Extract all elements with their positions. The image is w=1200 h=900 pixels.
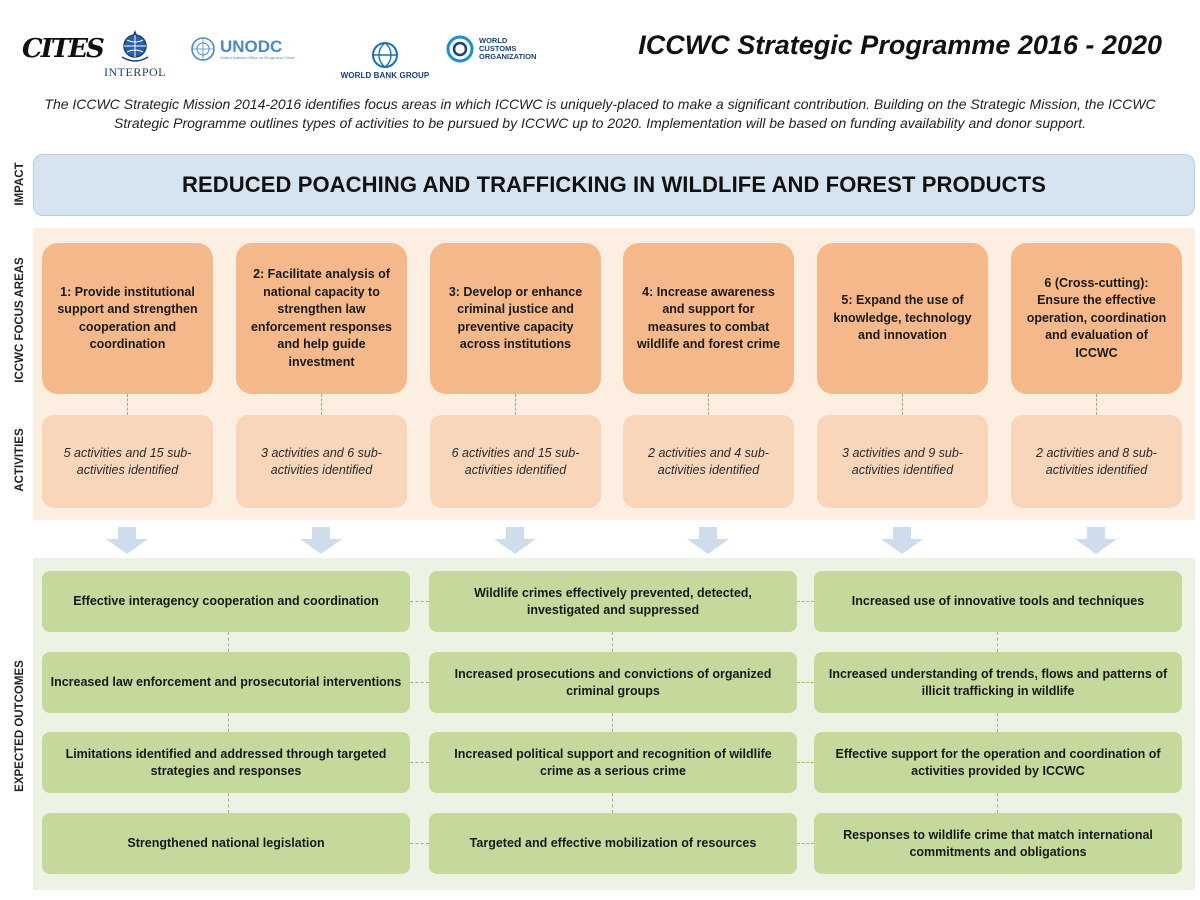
impact-statement: REDUCED POACHING AND TRAFFICKING IN WILDLIFE AND FOREST PRODUCTS (182, 172, 1046, 197)
connector-line (612, 793, 613, 813)
connector-line (515, 394, 516, 415)
focus-area-3: 3: Develop or enhance criminal justice and preventive capacity across institutions (430, 243, 601, 394)
partner-logos (20, 18, 580, 80)
side-label-expected-outcomes: EXPECTED OUTCOMES (14, 660, 26, 792)
wco-logo-line-2: CUSTOMS (479, 44, 517, 53)
connector-line (410, 762, 429, 763)
down-arrow-icon (493, 527, 537, 554)
connector-line (997, 632, 998, 652)
outcome-box: Increased understanding of trends, flows and patterns of illicit trafficking in wildlife (814, 652, 1182, 713)
activities-3: 6 activities and 15 sub-activities identified (430, 415, 601, 508)
connector-line (797, 682, 814, 683)
outcome-box: Increased prosecutions and convictions of organized criminal groups (429, 652, 797, 713)
activities-2: 3 activities and 6 sub-activities identified (236, 415, 407, 508)
connector-line (127, 394, 128, 415)
down-arrow-icon (686, 527, 730, 554)
activities-6: 2 activities and 8 sub-activities identified (1011, 415, 1182, 508)
outcome-box: Increased law enforcement and prosecutorial interventions (42, 652, 410, 713)
activities-1: 5 activities and 15 sub-activities identified (42, 415, 213, 508)
unodc-logo-text: UNODC (220, 37, 283, 56)
focus-area-5: 5: Expand the use of knowledge, technology and innovation (817, 243, 988, 394)
outcome-box: Targeted and effective mobilization of resources (429, 813, 797, 874)
down-arrow-icon (105, 527, 149, 554)
wco-logo-line-1: WORLD (479, 36, 508, 45)
world-bank-logo-text: WORLD BANK GROUP (340, 71, 430, 80)
connector-line (797, 843, 814, 844)
world-bank-logo (340, 18, 430, 80)
outcome-box: Wildlife crimes effectively prevented, detected, investigated and suppressed (429, 571, 797, 632)
outcome-box: Increased use of innovative tools and techniques (814, 571, 1182, 632)
outcome-box: Limitations identified and addressed through targeted strategies and responses (42, 732, 410, 793)
connector-line (612, 713, 613, 732)
connector-line (997, 793, 998, 813)
connector-line (797, 601, 814, 602)
connector-line (321, 394, 322, 415)
connector-line (228, 632, 229, 652)
down-arrow-icon (299, 527, 343, 554)
outcome-box: Responses to wildlife crime that match international commitments and obligations (814, 813, 1182, 874)
side-label-impact: IMPACT (14, 162, 26, 206)
cites-logo-text: CITES (22, 34, 103, 64)
down-arrow-icon (880, 527, 924, 554)
focus-area-1: 1: Provide institutional support and strengthen cooperation and coordination (42, 243, 213, 394)
connector-line (410, 601, 429, 602)
focus-area-6: 6 (Cross-cutting): Ensure the effective operation, coordination and evaluation of ICCWC (1011, 243, 1182, 394)
outcome-box: Effective interagency cooperation and coordination (42, 571, 410, 632)
outcome-box: Effective support for the operation and coordination of activities provided by ICCWC (814, 732, 1182, 793)
connector-line (708, 394, 709, 415)
page-title: ICCWC Strategic Programme 2016 - 2020 (638, 30, 1162, 60)
outcome-box: Strengthened national legislation (42, 813, 410, 874)
connector-line (410, 843, 429, 844)
activities-5: 3 activities and 9 sub-activities identified (817, 415, 988, 508)
unodc-logo-subtext: United Nations Office on Drugs and Crime (220, 55, 295, 60)
focus-area-4: 4: Increase awareness and support for measures to combat wildlife and forest crime (623, 243, 794, 394)
side-label-activities: ACTIVITIES (14, 428, 26, 492)
down-arrow-icon (1074, 527, 1118, 554)
connector-line (797, 762, 814, 763)
focus-area-2: 2: Facilitate analysis of national capacity to strengthen law enforcement responses and help guide investment (236, 243, 407, 394)
activities-4: 2 activities and 4 sub-activities identified (623, 415, 794, 508)
side-label-focus-areas: ICCWC FOCUS AREAS (14, 257, 26, 383)
connector-line (228, 713, 229, 732)
cites-logo (22, 18, 103, 80)
connector-line (902, 394, 903, 415)
wco-logo-text (479, 37, 536, 61)
connector-line (228, 793, 229, 813)
interpol-logo (100, 18, 170, 80)
wco-logo-line-3: ORGANIZATION (479, 52, 537, 61)
wco-logo (445, 18, 565, 80)
interpol-logo-text: INTERPOL (104, 65, 166, 79)
wco-emblem-icon (445, 34, 475, 64)
un-emblem-icon (190, 36, 216, 62)
intro-paragraph: The ICCWC Strategic Mission 2014-2016 identifies focus areas in which ICCWC is uniquely-placed to make a significant contribution. Building on the Strategic Mission, the ICCWC Strategic Programme outlines types of activities to be pursued by ICCWC up to 2020. Implementation will be based on funding availability and donor support. (44, 96, 1156, 131)
connector-line (410, 682, 429, 683)
interpol-emblem-icon (118, 29, 152, 63)
unodc-logo (190, 18, 325, 80)
connector-line (1096, 394, 1097, 415)
connector-line (612, 632, 613, 652)
world-bank-globe-icon (371, 41, 399, 69)
connector-line (997, 713, 998, 732)
impact-banner (33, 154, 1195, 216)
outcome-box: Increased political support and recognition of wildlife crime as a serious crime (429, 732, 797, 793)
